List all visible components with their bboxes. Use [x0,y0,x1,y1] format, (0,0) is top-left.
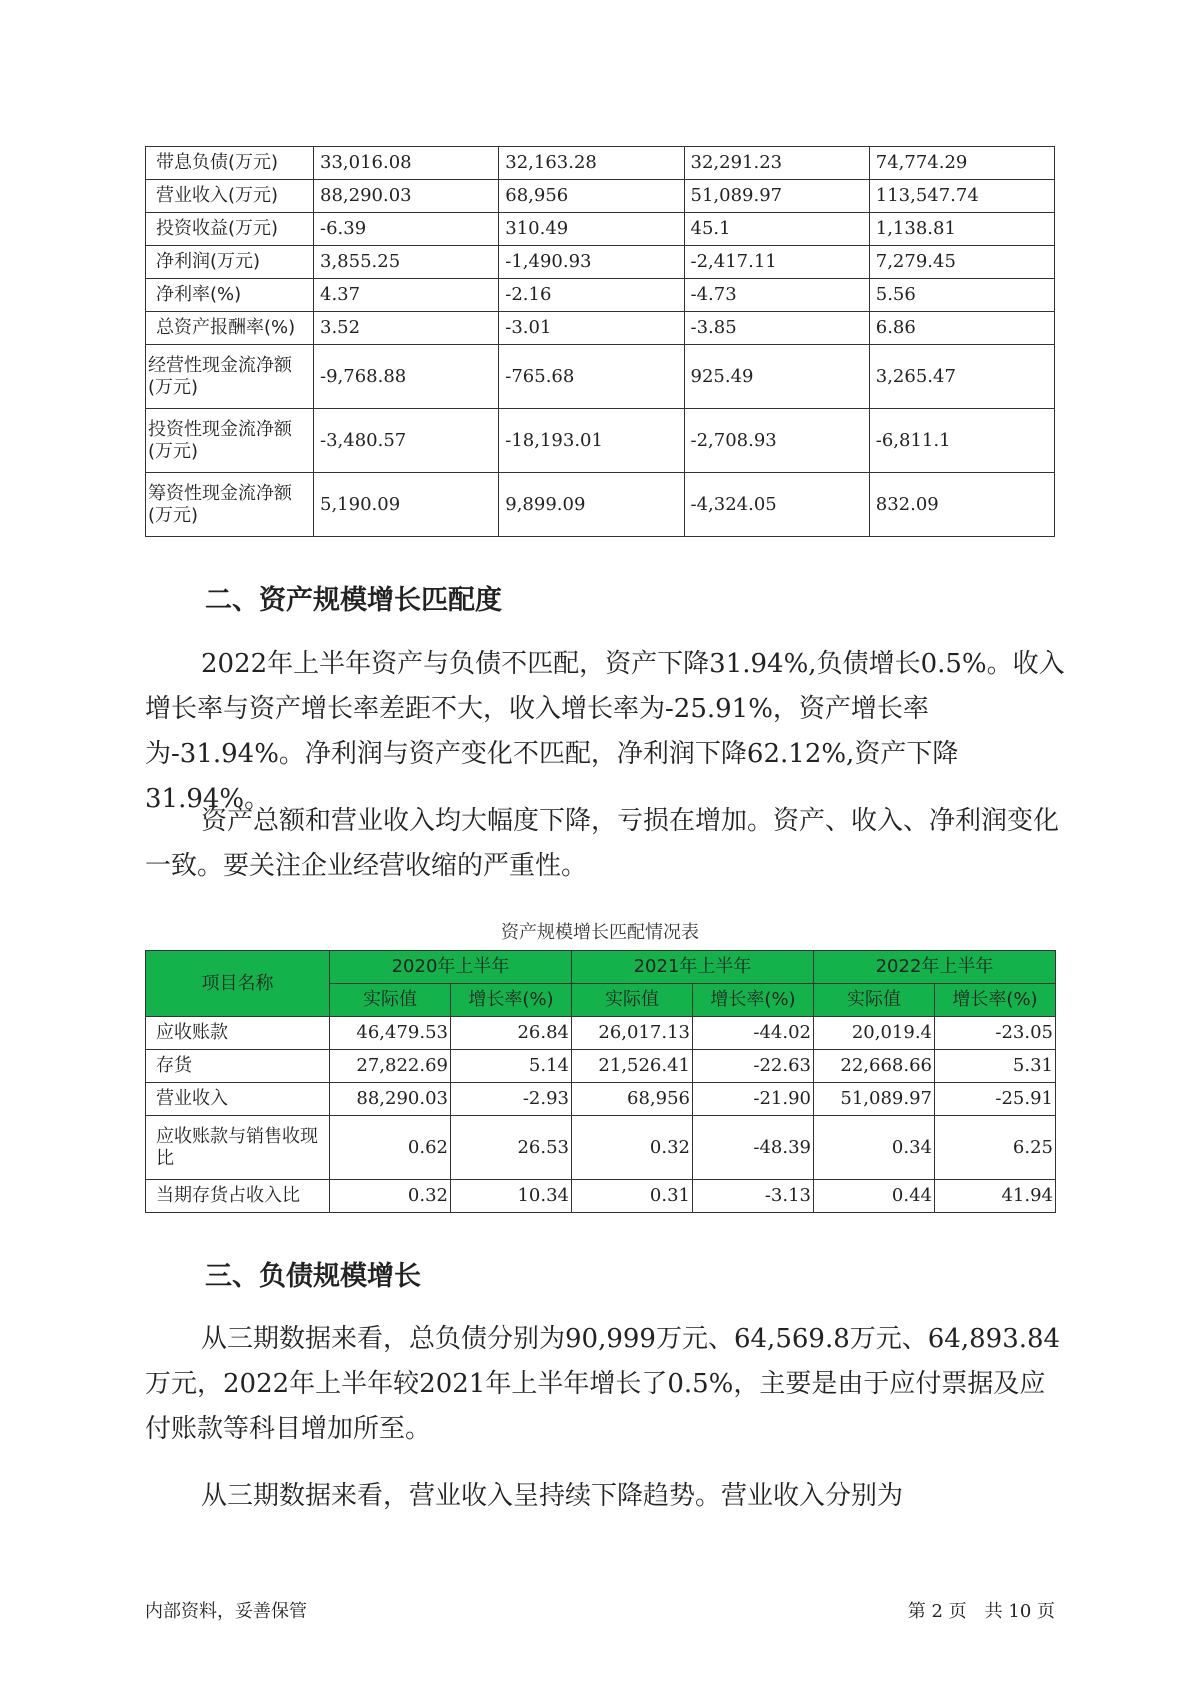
table-cell: 10.34 [451,1180,572,1213]
table-row [146,1180,1056,1213]
table-cell: -3.13 [693,1180,814,1213]
table-cell: 3.52 [314,312,499,345]
table-row [146,473,1055,537]
table-cell: 26.53 [451,1116,572,1180]
table-cell: 3,855.25 [314,246,499,279]
table-cell: -2.16 [499,279,684,312]
table-cell: -44.02 [693,1017,814,1050]
table-cell: 7,279.45 [869,246,1054,279]
table-row [146,1083,1056,1116]
table-cell: 32,291.23 [684,147,869,180]
table-row [146,1116,1056,1180]
table-cell: 6.86 [869,312,1054,345]
asset-matching-table [145,950,1056,1213]
table-cell: -2,417.11 [684,246,869,279]
table-cell: -2,708.93 [684,409,869,473]
table-cell: -6,811.1 [869,409,1054,473]
table-cell: 88,290.03 [330,1083,451,1116]
table-cell: 5.14 [451,1050,572,1083]
table-row [146,246,1055,279]
growth-rate-header: 增长率(%) [693,984,814,1017]
table-cell: -9,768.88 [314,345,499,409]
table-cell: -3.01 [499,312,684,345]
table-cell: -4.73 [684,279,869,312]
period-header: 2022年上半年 [814,951,1056,984]
header-row [146,951,1056,984]
table-cell: 5.31 [935,1050,1056,1083]
page-number: 第 2 页 共 10 页 [907,1601,1055,1622]
row-label: 营业收入(万元) [146,180,314,213]
table-row [146,1050,1056,1083]
row-label: 存货 [146,1050,330,1083]
table-caption: 资产规模增长匹配情况表 [501,922,699,943]
table-row [146,213,1055,246]
table-cell: 20,019.4 [814,1017,935,1050]
table-cell: 9,899.09 [499,473,684,537]
table-cell: 310.49 [499,213,684,246]
table-cell: 925.49 [684,345,869,409]
table-cell: 0.32 [330,1180,451,1213]
table-row [146,1017,1056,1050]
table-cell: 68,956 [572,1083,693,1116]
table-cell: -2.93 [451,1083,572,1116]
row-label: 应收账款 [146,1017,330,1050]
row-label: 投资收益(万元) [146,213,314,246]
paragraph: 资产总额和营业收入均大幅度下降，亏损在增加。资产、收入、净利润变化一致。要关注企业经营收缩的严重性。 [145,806,1060,881]
row-label: 营业收入 [146,1083,330,1116]
table-cell: 0.44 [814,1180,935,1213]
table-cell: 46,479.53 [330,1017,451,1050]
paragraph: 从三期数据来看，总负债分别为90,999万元、64,569.8万元、64,893.84万元，2022年上半年较2021年上半年增长了0.5%，主要是由于应付票据及应付账款等科目增加所至。 [145,1324,1061,1444]
table-cell: -6.39 [314,213,499,246]
table-cell: 68,956 [499,180,684,213]
table-cell: 6.25 [935,1116,1056,1180]
table-cell: 5,190.09 [314,473,499,537]
table-cell: -4,324.05 [684,473,869,537]
table-cell: -3,480.57 [314,409,499,473]
table-cell: 33,016.08 [314,147,499,180]
table-cell: 45.1 [684,213,869,246]
table-cell: 88,290.03 [314,180,499,213]
item-name-header: 项目名称 [146,951,330,1017]
row-label: 净利率(%) [146,279,314,312]
table-cell: 0.34 [814,1116,935,1180]
financial-indicator-table [145,146,1055,537]
table-cell: -21.90 [693,1083,814,1116]
footer-confidential-note: 内部资料，妥善保管 [145,1601,307,1622]
section-heading: 二、资产规模增长匹配度 [205,585,502,616]
actual-value-header: 实际值 [814,984,935,1017]
table-cell: 0.32 [572,1116,693,1180]
actual-value-header: 实际值 [330,984,451,1017]
table-cell: 27,822.69 [330,1050,451,1083]
table-cell: 74,774.29 [869,147,1054,180]
row-label: 应收账款与销售收现比 [146,1116,330,1180]
table-cell: 5.56 [869,279,1054,312]
table-cell: 26.84 [451,1017,572,1050]
row-label: 经营性现金流净额(万元) [146,345,314,409]
row-label: 当期存货占收入比 [146,1180,330,1213]
table-cell: 3,265.47 [869,345,1054,409]
table-cell: 22,668.66 [814,1050,935,1083]
section-heading: 三、负债规模增长 [205,1261,421,1292]
row-label: 带息负债(万元) [146,147,314,180]
row-label: 总资产报酬率(%) [146,312,314,345]
table-cell: 4.37 [314,279,499,312]
paragraph: 从三期数据来看，营业收入呈持续下降趋势。营业收入分别为 [201,1481,904,1511]
growth-rate-header: 增长率(%) [935,984,1056,1017]
table-row [146,312,1055,345]
row-label: 投资性现金流净额(万元) [146,409,314,473]
row-label: 筹资性现金流净额(万元) [146,473,314,537]
period-header: 2020年上半年 [330,951,572,984]
period-header: 2021年上半年 [572,951,814,984]
table-cell: 0.31 [572,1180,693,1213]
table-cell: 51,089.97 [814,1083,935,1116]
actual-value-header: 实际值 [572,984,693,1017]
table-cell: 51,089.97 [684,180,869,213]
table-cell: 0.62 [330,1116,451,1180]
table-cell: -25.91 [935,1083,1056,1116]
table-row [146,409,1055,473]
table-cell: -1,490.93 [499,246,684,279]
table-cell: 21,526.41 [572,1050,693,1083]
table-cell: 26,017.13 [572,1017,693,1050]
table-row [146,180,1055,213]
table-cell: -23.05 [935,1017,1056,1050]
table-cell: 32,163.28 [499,147,684,180]
table-row [146,279,1055,312]
row-label: 净利润(万元) [146,246,314,279]
table-row [146,345,1055,409]
table-cell: -48.39 [693,1116,814,1180]
table-row [146,147,1055,180]
paragraph: 2022年上半年资产与负债不匹配，资产下降31.94%,负债增长0.5%。收入增长率与资产增长率差距不大，收入增长率为-25.91%，资产增长率为-31.94%。净利润与资产变化不匹配，净利润下降62.12%,资产下降31.94%。 [145,649,1065,814]
table-cell: -3.85 [684,312,869,345]
table-cell: -765.68 [499,345,684,409]
table-cell: 832.09 [869,473,1054,537]
table-cell: 41.94 [935,1180,1056,1213]
table-cell: -22.63 [693,1050,814,1083]
table-cell: 113,547.74 [869,180,1054,213]
table-cell: -18,193.01 [499,409,684,473]
table-cell: 1,138.81 [869,213,1054,246]
growth-rate-header: 增长率(%) [451,984,572,1017]
